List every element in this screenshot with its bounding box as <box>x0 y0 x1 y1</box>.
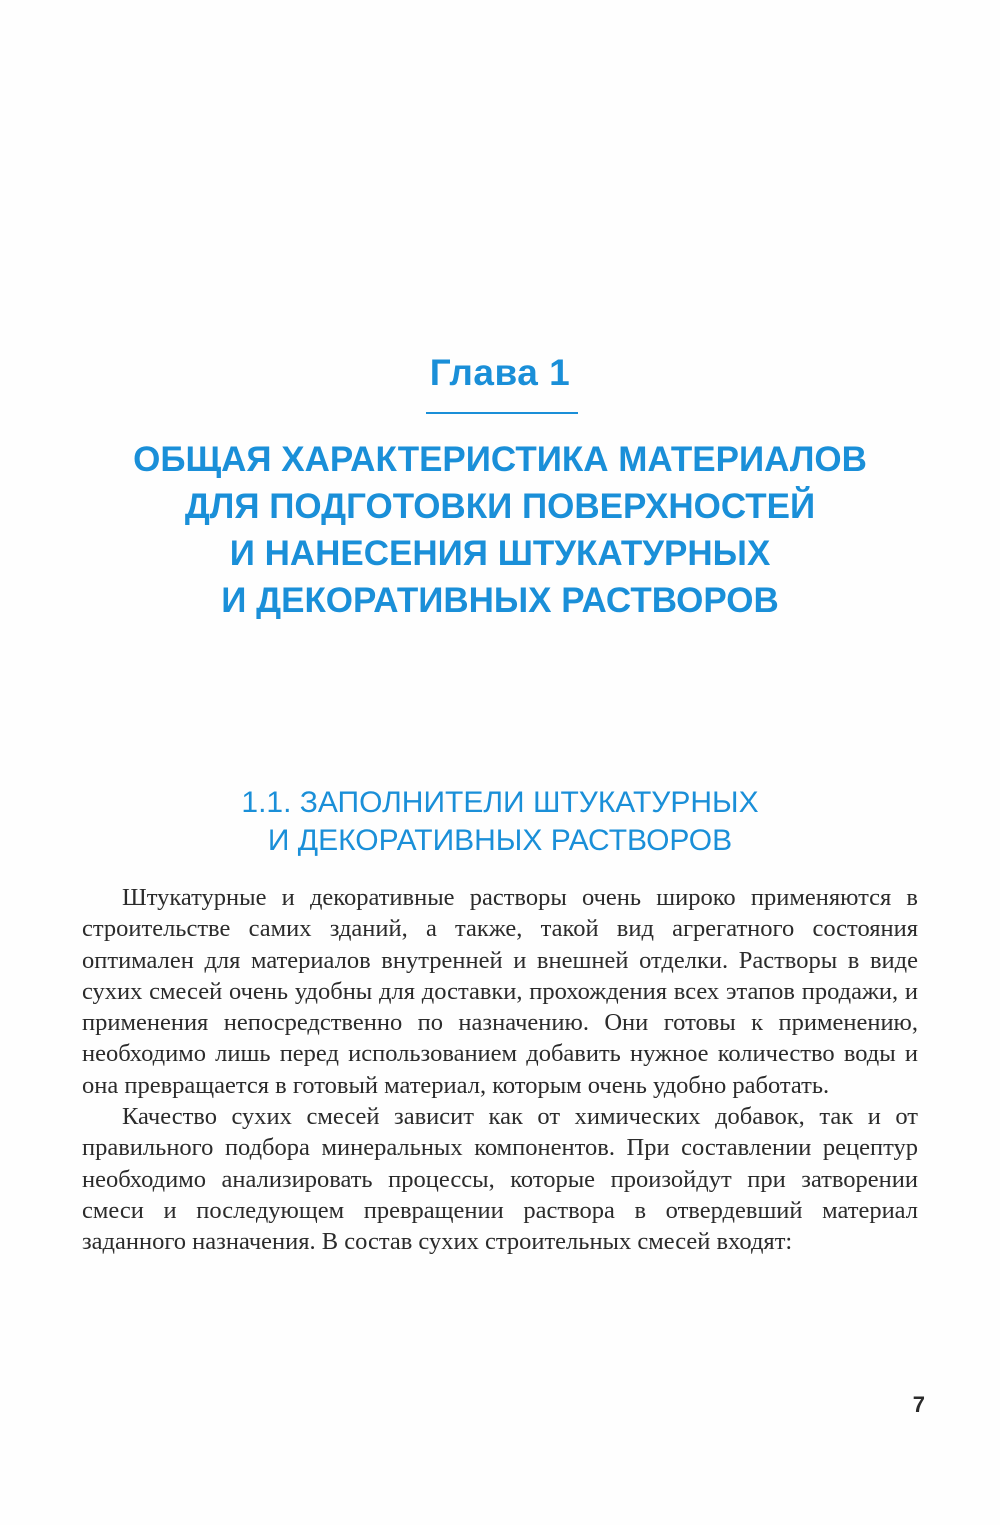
body-text <box>82 882 918 1258</box>
page-number: 7 <box>912 1392 925 1417</box>
chapter-title-line: ДЛЯ ПОДГОТОВКИ ПОВЕРХНОСТЕЙ <box>184 487 816 526</box>
chapter-title-line: И ДЕКОРАТИВНЫХ РАСТВОРОВ <box>221 581 779 620</box>
paragraph: Качество сухих смесей зависит как от химических добавок, так и от правильного подбора минеральных компонентов. При составлении рецептур необходимо анализировать процессы, которые произойдут при затворении смеси и последующем превращении раствора в отвердевший материал заданного назначения. В состав сухих строительных смесей входят: <box>82 1103 918 1256</box>
section-title-line: И ДЕКОРАТИВНЫХ РАСТВОРОВ <box>267 824 733 857</box>
chapter-title-line: И НАНЕСЕНИЯ ШТУКАТУРНЫХ <box>229 534 771 573</box>
paragraph: Штукатурные и декоративные растворы очень широко применяются в строительстве самих зданий, а также, такой вид агрегатного состояния оптимален для материалов внутренней и внешней отделки. Растворы в виде сухих смесей очень удобны для доставки, прохождения всех этапов продажи, и применения непосредственно по назначению. Они готовы к применению, необходимо лишь перед использованием добавить нужное количество воды и она превращается в готовый материал, которым очень удобно работать. <box>82 884 918 1099</box>
section-title-line: 1.1. ЗАПОЛНИТЕЛИ ШТУКАТУРНЫХ <box>241 786 759 819</box>
chapter-underline <box>426 412 578 414</box>
section-title <box>40 784 960 860</box>
chapter-label: Глава 1 <box>429 352 571 393</box>
chapter-title <box>40 436 960 624</box>
chapter-title-line: ОБЩАЯ ХАРАКТЕРИСТИКА МАТЕРИАЛОВ <box>133 440 867 479</box>
